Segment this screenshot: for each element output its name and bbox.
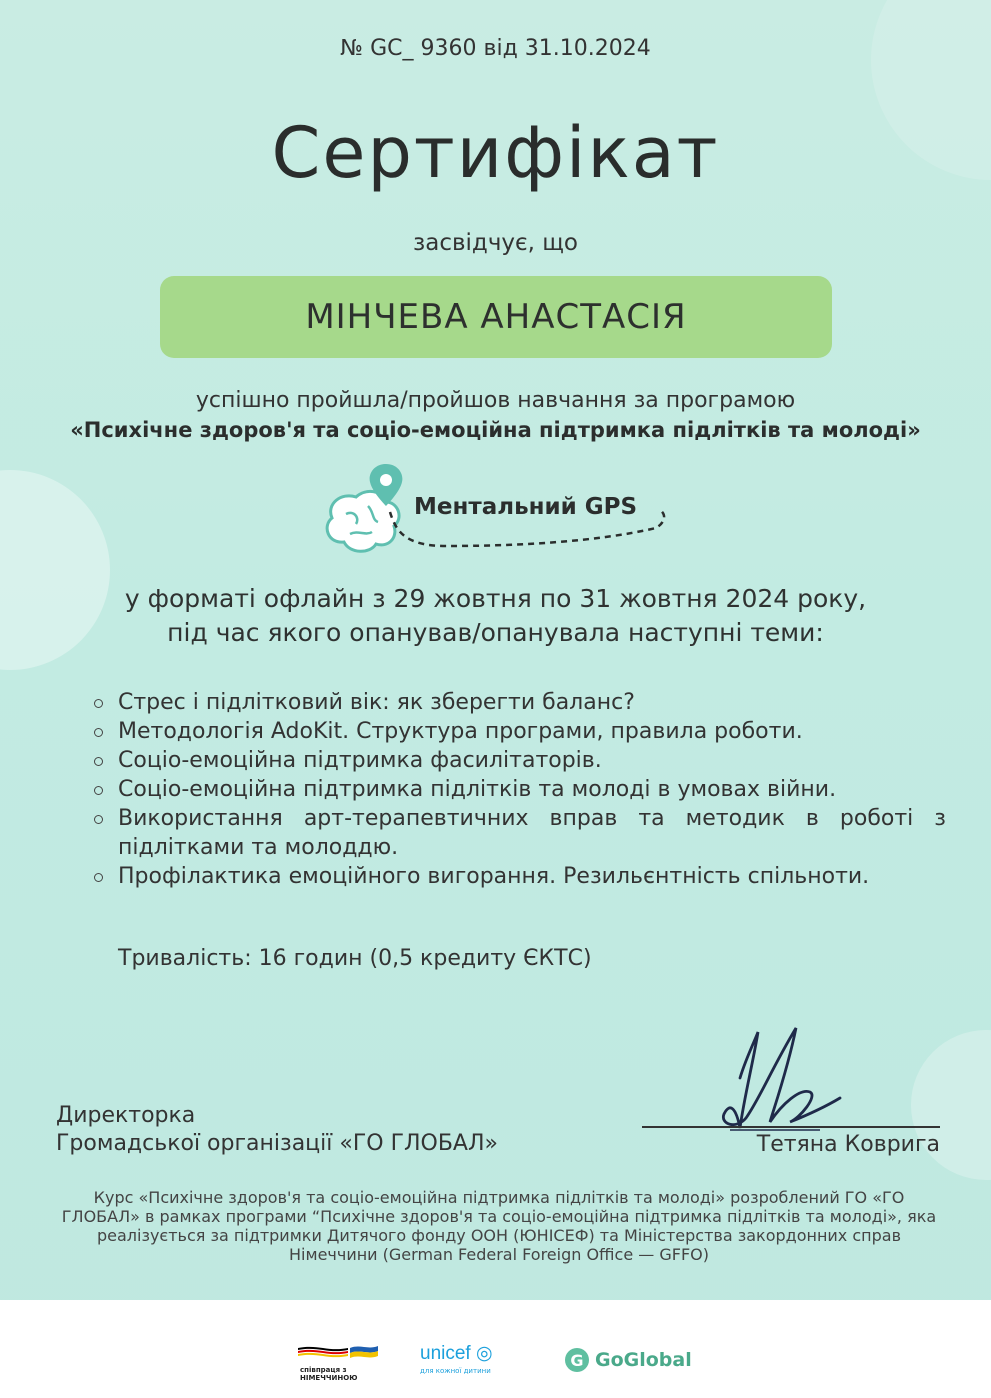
recipient-name: МІНЧЕВА АНАСТАСІЯ <box>305 297 687 337</box>
topic-text: Соціо-емоційна підтримка підлітків та молоді в умовах війни. <box>118 777 837 802</box>
bullet-icon <box>94 815 103 824</box>
topic-item <box>90 804 946 862</box>
topics-list <box>90 688 946 891</box>
director-line-2: Громадської організації «ГО ГЛОБАЛ» <box>56 1131 498 1156</box>
recipient-name-box <box>160 276 832 358</box>
topic-item <box>90 775 946 804</box>
topic-item <box>90 717 946 746</box>
topic-text: Стрес і підлітковий вік: як зберегти баланс? <box>118 690 635 715</box>
director-line-1: Директорка <box>56 1103 196 1128</box>
bullet-icon <box>94 873 103 882</box>
certificate-title: Сертифікат <box>271 112 720 194</box>
goglobal-mark-icon: G <box>565 1348 589 1372</box>
topic-text: Соціо-емоційна підтримка фасилітаторів. <box>118 748 602 773</box>
goglobal-logo <box>565 1348 692 1372</box>
mental-gps-logo-text: Ментальний GPS <box>414 494 638 520</box>
format-line-2: під час якого опанував/опанувала наступні теми: <box>167 618 824 647</box>
bullet-icon <box>94 757 103 766</box>
bullet-icon <box>94 786 103 795</box>
topic-item <box>90 862 946 891</box>
unicef-name: unicef <box>420 1343 471 1364</box>
program-title: «Психічне здоров'я та соціо-емоційна підтримка підлітків та молоді» <box>70 418 921 442</box>
topic-text: Використання арт-терапевтичних вправ та методик в роботі з підлітками та молоддю. <box>118 806 946 860</box>
topic-item <box>90 688 946 717</box>
unicef-tagline: для кожної дитини <box>420 1367 491 1375</box>
germany-ukraine-flag-icon <box>298 1344 378 1358</box>
format-line-1: у форматі офлайн з 29 жовтня по 31 жовтня 2024 року, <box>124 584 867 613</box>
completed-text: успішно пройшла/пройшов навчання за програмою <box>195 388 796 413</box>
certifies-text: засвідчує, що <box>413 230 578 256</box>
bullet-icon <box>94 728 103 737</box>
course-footnote: Курс «Психічне здоров'я та соціо-емоційна підтримка підлітків та молоді» розроблений ГО «ГО ГЛОБАЛ» в рамках програми “Психічне здоров'я та соціо-емоційна підтримка підлітків та молоді», яка реалізується за підтримки Дитячого фонду ООН (ЮНІСЕФ) та Міністерства закордонних справ Німеччини (German Federal Foreign Office — GFFO) <box>61 1188 937 1264</box>
signature-line <box>642 1126 940 1128</box>
bullet-icon <box>94 699 103 708</box>
topic-text: Профілактика емоційного вигорання. Резильєнтність спільноти. <box>118 864 870 889</box>
decorative-circle <box>911 1030 991 1180</box>
format-text <box>0 582 991 650</box>
goglobal-name: GoGlobal <box>595 1349 692 1371</box>
germany-partner-line-1: співпраця з <box>300 1366 347 1374</box>
duration-text: Тривалість: 16 годин (0,5 кредиту ЄКТС) <box>118 946 592 971</box>
topic-text: Методологія AdoKit. Структура програми, правила роботи. <box>118 719 803 744</box>
certificate-number: № GC_ 9360 від 31.10.2024 <box>340 36 651 61</box>
germany-partner-logo <box>298 1344 378 1384</box>
topic-item <box>90 746 946 775</box>
unicef-logo <box>420 1342 520 1375</box>
unicef-globe-icon: ◎ <box>470 1343 493 1364</box>
germany-partner-line-2: НІМЕЧЧИНОЮ <box>300 1374 358 1382</box>
signatory-name: Тетяна Коврига <box>756 1132 940 1157</box>
